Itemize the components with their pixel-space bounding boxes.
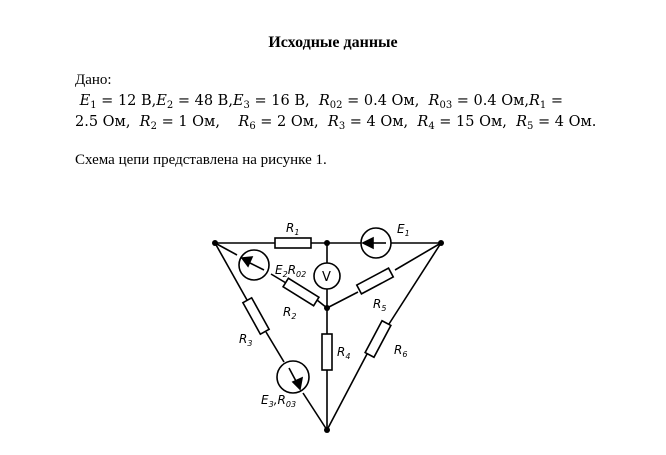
wire-left-lower	[303, 393, 327, 430]
r3-subscript: 3	[338, 121, 346, 132]
given-line-2	[75, 114, 596, 130]
r3-resistor	[243, 298, 269, 334]
r4-value: = 15 Ом,	[434, 114, 507, 130]
r1-symbol: R	[529, 93, 540, 109]
node-top-left	[212, 240, 218, 246]
r6-symbol: R	[238, 114, 250, 130]
r3-value: = 4 Ом,	[345, 114, 409, 130]
circuit-diagram	[195, 208, 465, 443]
r4-label: $R_4$	[337, 345, 351, 361]
wire-right-lower	[327, 354, 367, 430]
e2-value: = 48 В,	[173, 93, 233, 109]
node-center	[324, 305, 330, 311]
e2-arrow-shaft	[248, 262, 264, 270]
r02-subscript: 02	[329, 100, 343, 111]
r03-value: = 0.4 Ом,	[452, 93, 529, 109]
r02-symbol: R	[318, 93, 330, 109]
voltmeter-label: V	[322, 270, 331, 285]
e1-value: = 12 В,	[96, 93, 157, 109]
r3-label: $R_3$	[239, 332, 253, 348]
r2-subscript: 2	[150, 121, 157, 132]
wire-left-mid	[266, 332, 284, 362]
r1-subscript: 1	[539, 100, 547, 111]
e2-arrow-head	[242, 257, 252, 266]
wire-diag-e	[327, 292, 358, 308]
e1-label: $E_1$	[397, 222, 410, 238]
r2-value: = 1 Ом,	[156, 114, 220, 130]
r3-symbol: R	[327, 114, 339, 130]
r5-resistor	[357, 268, 393, 294]
e1-arrow-head	[363, 238, 373, 248]
e3-subscript: 3	[243, 100, 250, 111]
wire-right-upper	[389, 243, 441, 324]
r1-label: $R_1$	[286, 221, 300, 237]
e1-symbol: E	[79, 93, 91, 109]
r4-resistor	[322, 334, 332, 370]
e2-subscript: 2	[166, 100, 174, 111]
r5-value: = 4 Ом.	[533, 114, 597, 130]
r5-label: $R_5$	[373, 297, 387, 313]
node-top-mid	[324, 240, 330, 246]
e3-value: = 16 В,	[249, 93, 310, 109]
r2-label: $R_2$	[283, 305, 297, 321]
given-label: Дано:	[75, 72, 112, 88]
r03-symbol: R	[428, 93, 440, 109]
r03-subscript: 03	[439, 100, 453, 111]
r6-subscript: 6	[249, 121, 256, 132]
e2-r02-label: $E_2R_{02}$	[275, 263, 307, 279]
node-top-right	[438, 240, 444, 246]
wire-diag-d	[395, 243, 441, 270]
r1-value: 2.5 Ом,	[75, 114, 131, 130]
r6-resistor	[365, 321, 391, 357]
r1-equals: =	[546, 93, 564, 109]
r5-subscript: 5	[527, 121, 534, 132]
r4-symbol: R	[417, 114, 429, 130]
circuit-description: Схема цепи представлена на рисунке 1.	[75, 152, 327, 168]
given-line-1	[75, 93, 563, 109]
r2-resistor	[283, 278, 319, 306]
r2-symbol: R	[139, 114, 151, 130]
r1-resistor	[275, 238, 311, 248]
r02-value: = 0.4 Ом,	[342, 93, 420, 109]
e2-symbol: E	[156, 93, 167, 109]
node-bottom	[324, 427, 330, 433]
e1-subscript: 1	[90, 100, 97, 111]
page-title: Исходные данные	[268, 34, 398, 51]
r6-label: $R_6$	[394, 343, 408, 359]
r5-symbol: R	[516, 114, 528, 130]
e3-r03-label: $E_3,R_{03}$	[261, 393, 297, 409]
e3-symbol: E	[232, 93, 244, 109]
r4-subscript: 4	[428, 121, 435, 132]
r6-value: = 2 Ом,	[255, 114, 319, 130]
